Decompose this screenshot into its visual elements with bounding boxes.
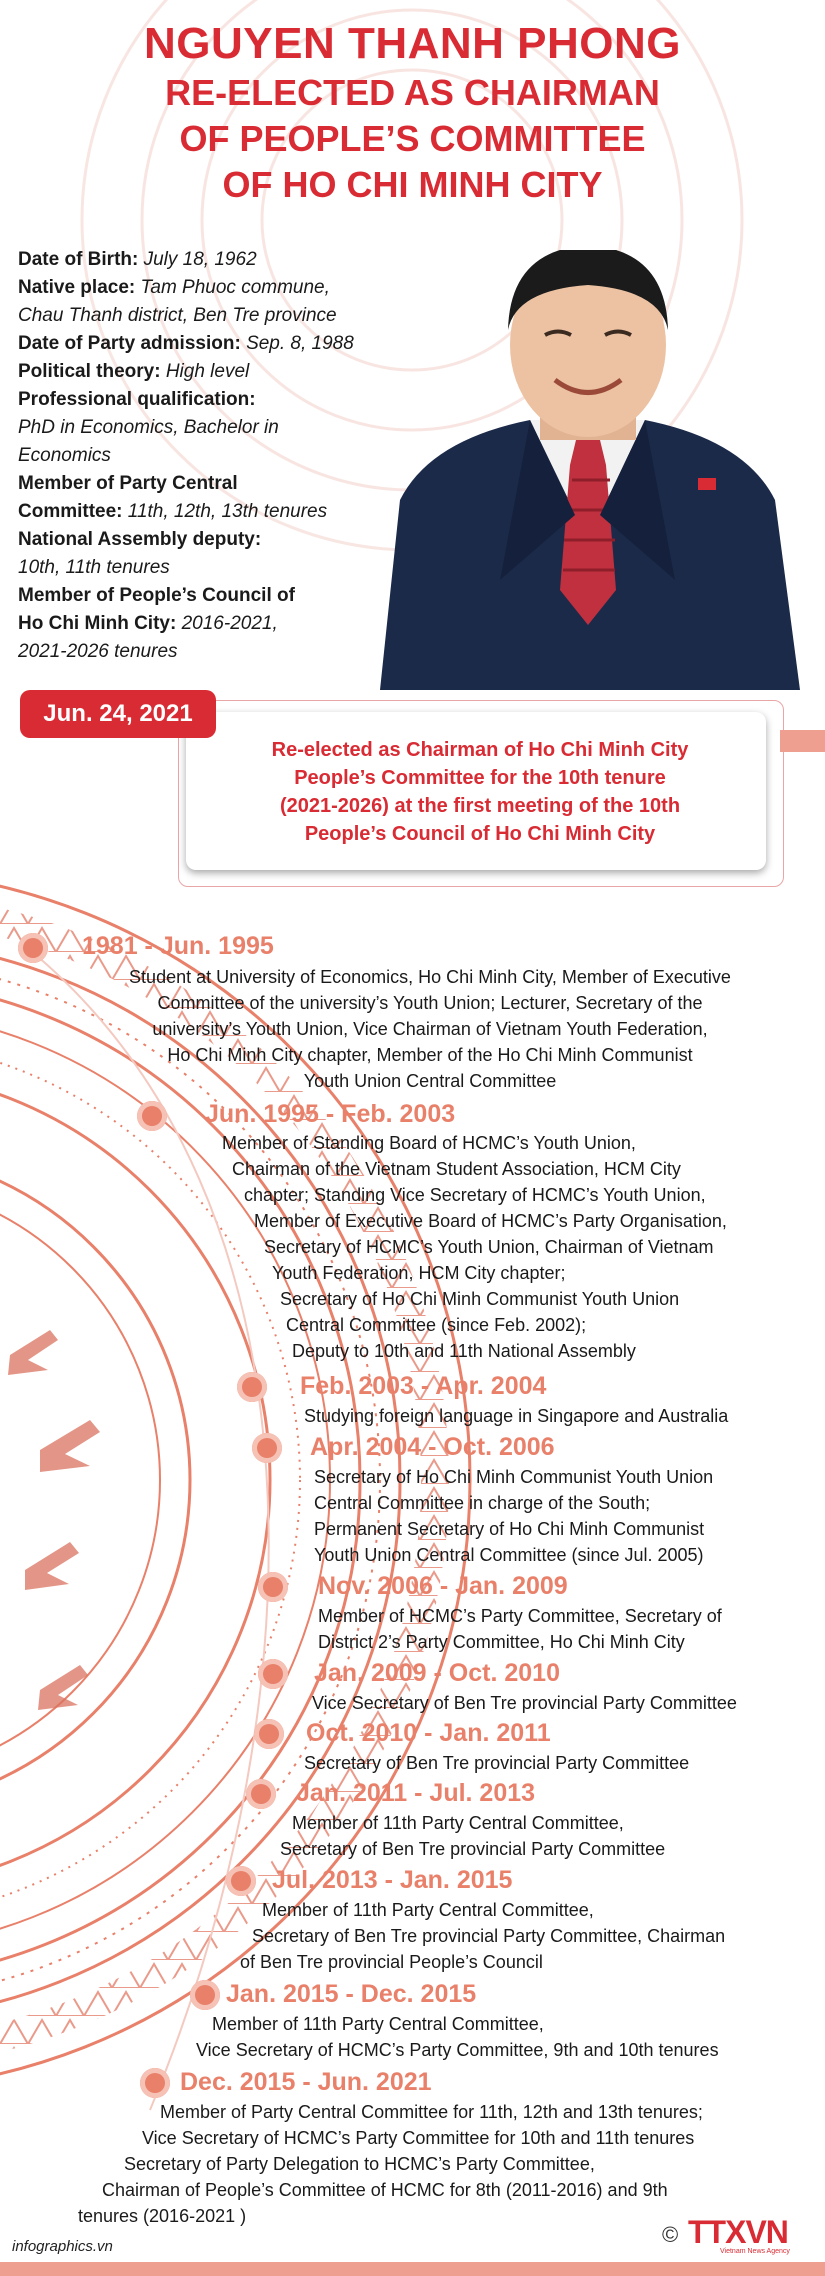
- na-label: National Assembly deputy:: [18, 529, 262, 550]
- timeline-line: Studying foreign language in Singapore and Australia: [304, 1406, 729, 1426]
- timeline-description: [60, 964, 800, 1094]
- headline-name: NGUYEN THANH PHONG: [143, 19, 682, 68]
- timeline-line: Secretary of Party Delegation to HCMC’s Party Committee,: [124, 2154, 595, 2174]
- timeline-line: Vice Secretary of HCMC’s Party Committee, 9th and 10th tenures: [196, 2040, 719, 2060]
- timeline-period: Jan. 2015 - Dec. 2015: [226, 1980, 477, 2008]
- timeline-line: Ho Chi Minh City chapter, Member of the Ho Chi Minh Communist: [167, 1045, 693, 1065]
- native-value-1: Tam Phuoc commune,: [140, 277, 330, 298]
- headline-line-3: OF PEOPLE’S COMMITTEE: [179, 118, 646, 159]
- timeline-period: Feb. 2003 - Apr. 2004: [300, 1372, 547, 1400]
- council-value-2: 2021-2026 tenures: [18, 641, 178, 662]
- timeline-line: Secretary of Ben Tre provincial Party Committee: [304, 1753, 690, 1773]
- logo-subtitle: Vietnam News Agency: [720, 2248, 790, 2255]
- timeline-period: Nov. 2006 - Jan. 2009: [318, 1572, 568, 1600]
- timeline-line: Secretary of Ho Chi Minh Communist Youth Union: [314, 1467, 714, 1487]
- central-label-1: Member of Party Central: [18, 473, 238, 494]
- party-pin-icon: [698, 478, 716, 490]
- party-label: Date of Party admission:: [18, 333, 241, 354]
- timeline-period: Jul. 2013 - Jan. 2015: [272, 1866, 513, 1894]
- portrait-photo: [360, 250, 815, 690]
- logo-text: TTXVN: [688, 2214, 788, 2250]
- native-label: Native place:: [18, 277, 136, 298]
- timeline-period: Dec. 2015 - Jun. 2021: [180, 2068, 432, 2096]
- timeline-line: Vice Secretary of Ben Tre provincial Party Committee: [312, 1693, 737, 1713]
- timeline-line: Chairman of People’s Committee of HCMC for 8th (2011-2016) and 9th: [102, 2180, 668, 2200]
- highlight-line-3: (2021-2026) at the first meeting of the 10th: [279, 795, 681, 817]
- timeline-line: tenures (2016-2021 ): [78, 2206, 247, 2226]
- timeline-line: Vice Secretary of HCMC’s Party Committee for 10th and 11th tenures: [142, 2128, 695, 2148]
- timeline-line: Central Committee in charge of the South;: [314, 1493, 651, 1513]
- timeline-dot: [258, 1659, 288, 1689]
- highlight-text: [200, 736, 760, 848]
- highlight-line-2: People’s Committee for the 10th tenure: [294, 767, 666, 789]
- timeline-period: Oct. 2010 - Jan. 2011: [306, 1719, 551, 1747]
- timeline-line: Secretary of Ben Tre provincial Party Committee, Chairman: [252, 1926, 726, 1946]
- headline-line-4: OF HO CHI MINH CITY: [222, 164, 603, 205]
- party-value: Sep. 8, 1988: [246, 333, 354, 354]
- council-label-1: Member of People’s Council of: [18, 585, 295, 606]
- timeline-dot: [226, 1866, 256, 1896]
- timeline-line: Central Committee (since Feb. 2002);: [286, 1315, 587, 1335]
- timeline-line: Committee of the university’s Youth Union; Lecturer, Secretary of the: [157, 993, 703, 1013]
- profile-details: [18, 246, 388, 666]
- timeline-description: [180, 1130, 780, 1364]
- prof-label: Professional qualification:: [18, 389, 256, 410]
- prof-value-1: PhD in Economics, Bachelor in: [18, 417, 279, 438]
- title-block: [0, 18, 825, 208]
- timeline-line: District 2’s Party Committee, Ho Chi Minh City: [318, 1632, 685, 1652]
- timeline-line: Member of 11th Party Central Committee,: [292, 1813, 624, 1833]
- prof-value-2: Economics: [18, 445, 111, 466]
- timeline-line: chapter; Standing Vice Secretary of HCMC’s Youth Union,: [244, 1185, 706, 1205]
- highlight-tab: [780, 730, 825, 752]
- dob-value: July 18, 1962: [143, 249, 257, 270]
- footer-bar: [0, 2262, 825, 2276]
- timeline-line: Youth Union Central Committee: [303, 1071, 557, 1091]
- timeline-line: Member of Standing Board of HCMC’s Youth Union,: [222, 1133, 636, 1153]
- timeline-line: Member of Party Central Committee for 11th, 12th and 13th tenures;: [160, 2102, 703, 2122]
- timeline-dot: [258, 1572, 288, 1602]
- timeline-line: Secretary of Ho Chi Minh Communist Youth Union: [280, 1289, 680, 1309]
- timeline-line: Member of HCMC’s Party Committee, Secretary of: [318, 1606, 722, 1626]
- copyright-symbol: ©: [662, 2222, 679, 2247]
- timeline-line: Student at University of Economics, Ho Chi Minh City, Member of Executive: [129, 967, 731, 987]
- timeline-description: [240, 1897, 725, 1975]
- bird-motifs: [8, 1330, 100, 1710]
- timeline-line: Member of 11th Party Central Committee,: [262, 1900, 594, 1920]
- timeline-line: Chairman of the Vietnam Student Association, HCM City: [232, 1159, 681, 1179]
- source-label: infographics.vn: [12, 2238, 113, 2255]
- timeline-description: [196, 2011, 719, 2063]
- native-value-2: Chau Thanh district, Ben Tre province: [18, 305, 337, 326]
- timeline-dot: [140, 2068, 170, 2098]
- timeline-line: Youth Federation, HCM City chapter;: [272, 1263, 566, 1283]
- timeline-period: Jan. 2011 - Jul. 2013: [296, 1779, 536, 1807]
- highlight-line-4: People’s Council of Ho Chi Minh City: [304, 823, 656, 845]
- timeline-line: Secretary of HCMC’s Youth Union, Chairman of Vietnam: [264, 1237, 714, 1257]
- council-label-2: Ho Chi Minh City:: [18, 613, 177, 634]
- timeline-period: Jan. 2009 - Oct. 2010: [314, 1659, 560, 1687]
- timeline-line: of Ben Tre provincial People’s Council: [240, 1952, 543, 1972]
- timeline-dot: [254, 1719, 284, 1749]
- timeline-dot: [237, 1372, 267, 1402]
- timeline-dot: [190, 1980, 220, 2010]
- na-value: 10th, 11th tenures: [18, 557, 170, 578]
- timeline-description: [304, 1750, 689, 1776]
- timeline-dot: [18, 933, 48, 963]
- timeline-dot: [246, 1779, 276, 1809]
- timeline-description: [304, 1403, 728, 1429]
- timeline-period: Jun. 1995 - Feb. 2003: [205, 1100, 456, 1128]
- central-label-2: Committee:: [18, 501, 123, 522]
- timeline-period: 1981 - Jun. 1995: [82, 932, 274, 960]
- highlight-date: Jun. 24, 2021: [20, 690, 216, 738]
- timeline-line: Secretary of Ben Tre provincial Party Committee: [280, 1839, 666, 1859]
- timeline-description: [318, 1603, 722, 1655]
- timeline-line: Youth Union Central Committee (since Jul. 2005): [314, 1545, 704, 1565]
- political-label: Political theory:: [18, 361, 161, 382]
- timeline-dot: [252, 1433, 282, 1463]
- timeline-period: Apr. 2004 - Oct. 2006: [310, 1433, 555, 1461]
- timeline-line: university’s Youth Union, Vice Chairman of Vietnam Youth Federation,: [152, 1019, 708, 1039]
- central-value: 11th, 12th, 13th tenures: [127, 501, 328, 522]
- timeline-line: Deputy to 10th and 11th National Assembly: [292, 1341, 636, 1361]
- council-value-1: 2016-2021,: [181, 613, 278, 634]
- dob-label: Date of Birth:: [18, 249, 139, 270]
- headline-line-2: RE-ELECTED AS CHAIRMAN: [165, 72, 660, 113]
- timeline-description: [78, 2099, 703, 2229]
- timeline-line: Member of 11th Party Central Committee,: [212, 2014, 544, 2034]
- political-value: High level: [165, 361, 250, 382]
- timeline-description: [312, 1690, 737, 1716]
- timeline-line: Member of Executive Board of HCMC’s Party Organisation,: [254, 1211, 727, 1231]
- highlight-line-1: Re-elected as Chairman of Ho Chi Minh City: [271, 739, 689, 761]
- timeline-line: Permanent Secretary of Ho Chi Minh Communist: [314, 1519, 705, 1539]
- timeline-description: [314, 1464, 713, 1568]
- timeline-description: [280, 1810, 665, 1862]
- timeline-dot: [137, 1101, 167, 1131]
